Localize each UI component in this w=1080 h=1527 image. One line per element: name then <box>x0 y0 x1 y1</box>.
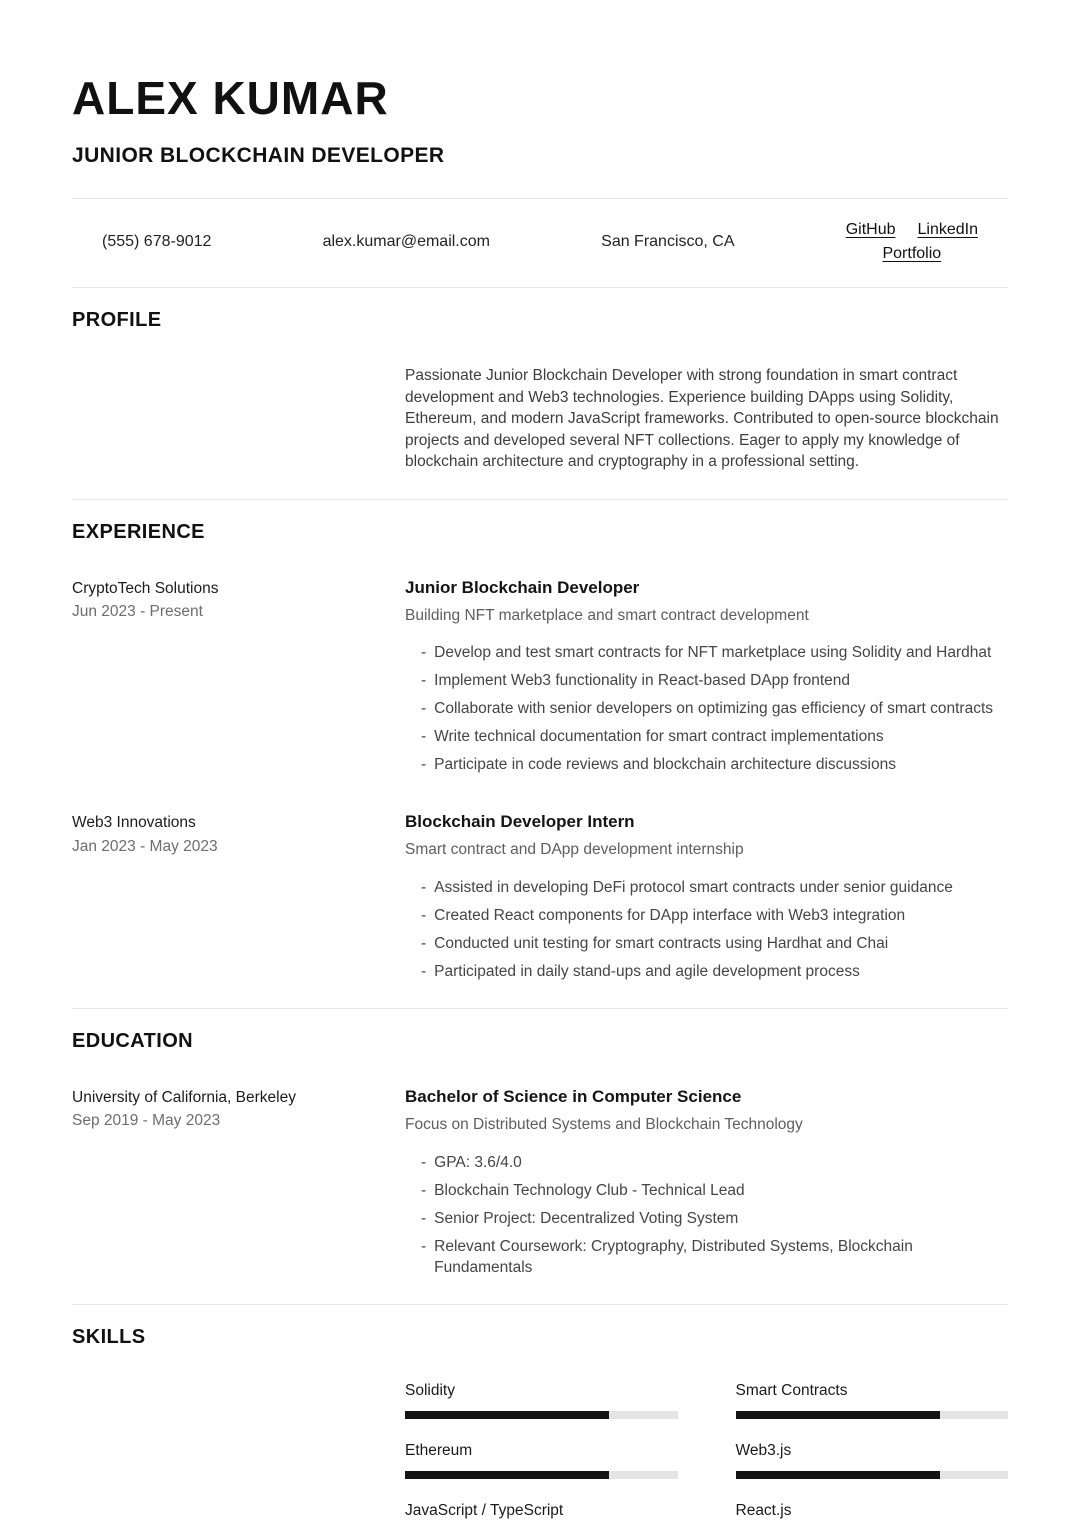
bullet-text: Relevant Coursework: Cryptography, Distributed Systems, Blockchain Fundamentals <box>434 1237 913 1276</box>
bullet-dash: - <box>421 672 427 690</box>
role-title: Blockchain Developer Intern <box>405 812 635 832</box>
bullet-item <box>405 726 1008 747</box>
skill-name: Smart Contracts <box>735 1381 848 1399</box>
skill-bar-fill <box>736 1471 940 1479</box>
skill-item <box>405 1502 678 1527</box>
experience-entry <box>72 811 1008 982</box>
bullet-item <box>405 1180 1008 1201</box>
education-bullets <box>405 1152 1008 1278</box>
skills-section <box>72 1304 1008 1527</box>
skill-bar-fill <box>405 1411 609 1419</box>
skills-grid <box>405 1382 1008 1527</box>
skill-item <box>736 1442 1009 1479</box>
education-section <box>72 1008 1008 1304</box>
bullet-dash: - <box>421 728 427 746</box>
skill-bar-track <box>405 1471 678 1479</box>
skill-bar-fill <box>405 1471 609 1479</box>
skill-item <box>736 1382 1009 1419</box>
skill-name: Solidity <box>405 1381 455 1399</box>
role-subtitle: Smart contract and DApp development internship <box>405 841 744 859</box>
experience-entry <box>72 577 1008 776</box>
experience-entry-meta <box>72 577 405 776</box>
skill-bar-track <box>736 1471 1009 1479</box>
role-bullets <box>405 642 1008 775</box>
bullet-dash: - <box>421 963 427 981</box>
bullet-dash: - <box>421 1181 427 1199</box>
portfolio-link[interactable]: Portfolio <box>882 245 942 263</box>
bullet-dash: - <box>421 700 427 718</box>
bullet-item <box>405 754 1008 775</box>
skill-item <box>736 1502 1009 1527</box>
experience-entry-details <box>405 577 1008 776</box>
company-name: Web3 Innovations <box>72 814 196 832</box>
education-entry-details <box>405 1086 1008 1278</box>
experience-section <box>72 499 1008 1008</box>
bullet-dash: - <box>421 935 427 953</box>
bullet-item <box>405 670 1008 691</box>
bullet-text: Collaborate with senior developers on optimizing gas efficiency of smart contracts <box>434 700 994 718</box>
skill-item <box>405 1442 678 1479</box>
linkedin-link[interactable]: LinkedIn <box>917 221 978 239</box>
education-entry-meta <box>72 1086 405 1278</box>
education-heading: EDUCATION <box>72 1030 194 1053</box>
bullet-item <box>405 905 1008 926</box>
experience-entry-details <box>405 811 1008 982</box>
resume-header <box>72 74 1008 168</box>
skill-item <box>405 1382 678 1419</box>
bullet-dash: - <box>421 644 427 662</box>
bullet-text: Implement Web3 functionality in React-based DApp frontend <box>434 672 851 690</box>
bullet-dash: - <box>421 879 427 897</box>
skills-left-spacer <box>72 1382 405 1527</box>
school-name: University of California, Berkeley <box>72 1089 296 1107</box>
bullet-text: Assisted in developing DeFi protocol smart contracts under senior guidance <box>434 879 953 897</box>
bullet-item <box>405 1152 1008 1173</box>
bullet-text: GPA: 3.6/4.0 <box>434 1153 522 1171</box>
bullet-item <box>405 961 1008 982</box>
profile-section <box>72 287 1008 499</box>
role-title: Junior Blockchain Developer <box>405 577 640 597</box>
experience-entry-meta <box>72 811 405 982</box>
bullet-dash: - <box>421 756 427 774</box>
bullet-dash: - <box>421 1237 427 1255</box>
skill-name: Web3.js <box>735 1441 792 1459</box>
bullet-text: Senior Project: Decentralized Voting System <box>434 1209 739 1227</box>
bullet-item <box>405 877 1008 898</box>
bullet-item <box>405 1236 1008 1278</box>
degree-subtitle: Focus on Distributed Systems and Blockchain Technology <box>405 1115 803 1133</box>
bullet-text: Conducted unit testing for smart contracts using Hardhat and Chai <box>434 935 889 953</box>
employment-dates: Jan 2023 - May 2023 <box>72 837 218 855</box>
profile-heading: PROFILE <box>72 309 162 332</box>
skill-bar-fill <box>736 1411 940 1419</box>
bullet-item <box>405 642 1008 663</box>
skill-bar-track <box>736 1411 1009 1419</box>
experience-heading: EXPERIENCE <box>72 520 205 543</box>
skill-name: Ethereum <box>405 1441 473 1459</box>
role-bullets <box>405 877 1008 982</box>
role-subtitle: Building NFT marketplace and smart contract development <box>405 606 809 624</box>
degree-title: Bachelor of Science in Computer Science <box>405 1087 742 1107</box>
contact-location: San Francisco, CA <box>601 233 735 251</box>
education-dates: Sep 2019 - May 2023 <box>72 1112 221 1130</box>
bullet-text: Develop and test smart contracts for NFT marketplace using Solidity and Hardhat <box>434 644 992 662</box>
profile-left-spacer <box>72 365 405 473</box>
contact-email: alex.kumar@email.com <box>322 233 490 251</box>
profile-text: Passionate Junior Blockchain Developer with strong foundation in smart contract development and Web3 technologies. Experience building DApps using Solidity, Ethereum, and modern JavaScript frameworks. Contributed to open-source blockchain projects and developed several NFT collections. Eager to apply my knowledge of blockchain architecture and cryptography in a professional setting. <box>405 367 999 471</box>
github-link[interactable]: GitHub <box>845 221 896 239</box>
contact-row <box>72 199 1008 287</box>
bullet-text: Participated in daily stand-ups and agile development process <box>434 963 860 981</box>
bullet-text: Participate in code reviews and blockchain architecture discussions <box>434 756 896 774</box>
skill-bar-track <box>405 1411 678 1419</box>
bullet-dash: - <box>421 1153 427 1171</box>
bullet-dash: - <box>421 907 427 925</box>
skill-name: React.js <box>735 1501 792 1519</box>
contact-phone: (555) 678-9012 <box>102 233 212 251</box>
bullet-item <box>405 933 1008 954</box>
bullet-text: Blockchain Technology Club - Technical Lead <box>434 1181 745 1199</box>
skill-name: JavaScript / TypeScript <box>405 1501 564 1519</box>
bullet-item <box>405 1208 1008 1229</box>
bullet-item <box>405 698 1008 719</box>
company-name: CryptoTech Solutions <box>72 579 219 597</box>
bullet-text: Created React components for DApp interface with Web3 integration <box>434 907 906 925</box>
skills-heading: SKILLS <box>72 1325 146 1348</box>
bullet-text: Write technical documentation for smart contract implementations <box>434 728 884 746</box>
contact-links <box>846 221 978 263</box>
education-entry <box>72 1086 1008 1278</box>
contact-links-row <box>846 221 978 239</box>
person-job-title: JUNIOR BLOCKCHAIN DEVELOPER <box>72 144 445 168</box>
bullet-dash: - <box>421 1209 427 1227</box>
employment-dates: Jun 2023 - Present <box>72 603 203 621</box>
person-name: ALEX KUMAR <box>72 72 389 124</box>
